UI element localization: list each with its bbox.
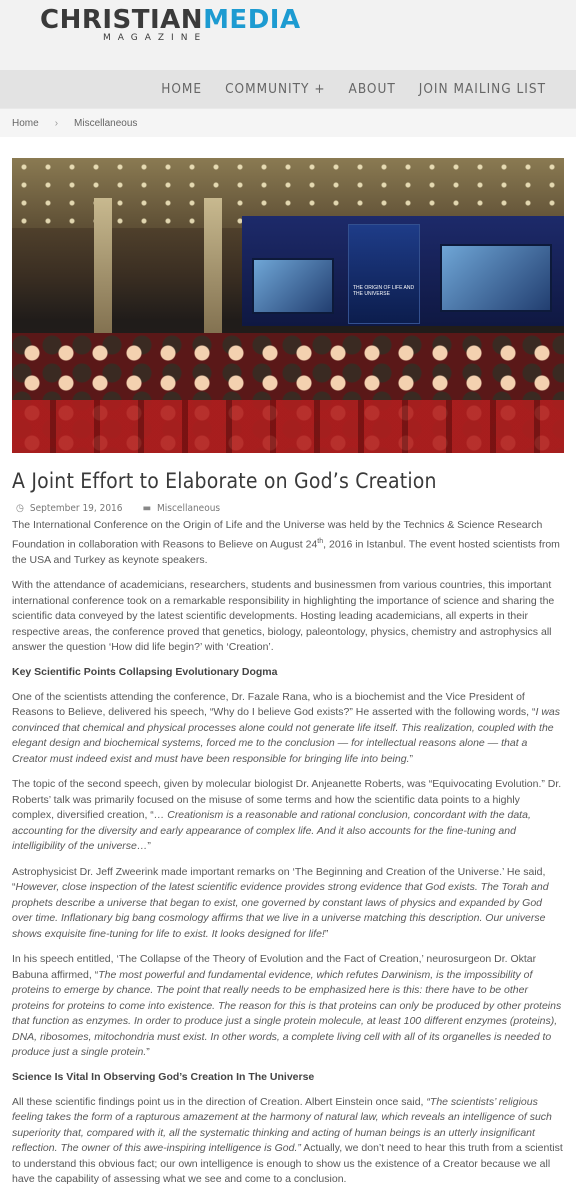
hero-screen-left (252, 258, 334, 314)
breadcrumb-separator: › (54, 117, 59, 129)
paragraph: With the attendance of academicians, researchers, students and businessmen from various countries, this important international conference took on a remarkable responsibility in highlighting the importance of science and sharing the scientific data conveyed by the latest scientific developments. Hosting leading academicians, all experts in their respective areas, the conference proved that genetics, biology, paleontology, physics, chemistry and astrophysics all answer the question ‘How did life begin?’ with ‘Creation’. (12, 579, 555, 653)
article-meta (12, 503, 564, 514)
site-header (0, 0, 576, 70)
article-title: A Joint Effort to Elaborate on God’s Creation (12, 469, 437, 493)
main-nav (0, 70, 576, 108)
article-date: September 19, 2016 (29, 503, 123, 514)
breadcrumb-current[interactable]: Miscellaneous (74, 117, 138, 129)
hero-pillar (204, 198, 222, 348)
breadcrumb-home[interactable]: Home (12, 117, 39, 129)
logo-wordmark: CHRISTIANMEDIA (40, 5, 301, 35)
clock-icon: ◷ (16, 503, 24, 514)
paragraph: The topic of the second speech, given by molecular biologist Dr. Anjeanette Roberts, was “Equivocating Evolution.” Dr. Roberts’ talk was primarily focused on the misuse of some terms and how the scientific data points to a highly complex, diversified creation, “… Creationism is a reasonable and rational conclusion, concordant with the data, accounting for the diversity and early appearance of complex life. And it also accounts for the fine-tuning and intelligibility of the universe…” (12, 778, 562, 852)
section-heading: Science Is Vital In Observing God’s Creation In The Universe (12, 1070, 315, 1083)
site-logo[interactable] (40, 6, 301, 43)
article-content (0, 158, 576, 1188)
hero-banner: THE ORIGIN OF LIFE AND THE UNIVERSE (348, 224, 420, 324)
hero-screen-right (440, 244, 552, 312)
nav-about[interactable]: ABOUT (348, 81, 396, 97)
article-category[interactable]: Miscellaneous (157, 503, 221, 514)
breadcrumb (0, 108, 576, 137)
section-heading: Key Scientific Points Collapsing Evolutionary Dogma (12, 665, 278, 678)
paragraph: The International Conference on the Origin of Life and the Universe was held by the Technics & Science Research Foundation in collaboration with Reasons to Believe on August 24th, 2016 in Istanbul. The event hosted scientists from the USA and Turkey as keynote speakers. (12, 519, 560, 566)
paragraph: Astrophysicist Dr. Jeff Zweerink made important remarks on ‘The Beginning and Creation of the Universe.’ He said, “However, close inspection of the latest scientific evidence provides strong evidence that God exists. The Torah and prophets describe a universe that began to exist, one governed by constant laws of physics and expanded by God over time. Inflationary big bang cosmology affirms that we live in a universe matching this description. Our universe shows exquisite fine-tuning for life to exist. It looks designed for life!” (12, 865, 549, 940)
paragraph: All these scientific findings point us in the direction of Creation. Albert Einstein once said, “The scientists’ religious feeling takes the form of a rapturous amazement at the harmony of natural law, which reveals an intelligence of such superiority that, compared with it, all the systematic thinking and acting of human beings is an utterly insignificant reflection. The owner of this awe-inspiring intelligence is God.” Actually, we don’t need to hear this truth from a scientist to understand this obvious fact; our own intelligence is enough to show us the existence of a Creator because we all have the capability of assessing what we see and come to a conclusion. (12, 1095, 563, 1185)
hero-chairs (12, 400, 564, 453)
logo-subtitle: MAGAZINE (103, 33, 208, 43)
hero-pillar (94, 198, 112, 348)
nav-join-mailing-list[interactable]: JOIN MAILING LIST (418, 81, 546, 97)
hero-image (12, 158, 564, 453)
nav-community[interactable]: COMMUNITY + (225, 81, 326, 97)
folder-icon: ▬ (142, 503, 152, 514)
nav-home[interactable]: HOME (161, 81, 203, 97)
paragraph: One of the scientists attending the conference, Dr. Fazale Rana, who is a biochemist and the Vice President of Reasons to Believe, delivered his speech, “Why do I believe God exists?” He asserted with the following words, “I was convinced that chemical and physical processes alone could not generate life itself. This realization, coupled with the elegant design and biochemical systems, forced me to the conclusion — for intellectual reasons alone — that a Creator must indeed exist and must have been responsible for bringing life into being.” (12, 690, 561, 765)
paragraph: In his speech entitled, ‘The Collapse of the Theory of Evolution and the Fact of Creation,’ neurosurgeon Dr. Oktar Babuna affirmed, “The most powerful and fundamental evidence, which refutes Darwinism, is the impossibility of proteins to emerge by chance. The point that really needs to be emphasized here is this: there have to be other proteins for proteins to come into existence. The reason for this is that proteins can only be produced by other proteins that function as enzymes. In order to produce just a single protein molecule, at least 100 different enzymes (proteins), DNA, ribosomes, mitochondria must exist. In other words, a complete living cell with all of its organelles is needed to produce just a single protein.” (12, 953, 562, 1058)
